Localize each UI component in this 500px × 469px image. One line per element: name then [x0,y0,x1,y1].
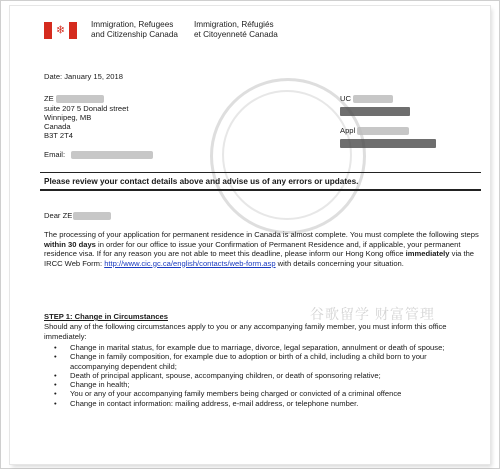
address-line-3: Canada [44,122,71,131]
list-item: • Change in marital status, for example due to marriage, divorce, legal separation, annulment or death of spouse; [54,343,445,352]
list-item: • You or any of your accompanying family members being charged or convicted of a criminal offence [54,389,402,399]
list-item: • Death of principal applicant, spouse, accompanying children, or death of sponsoring relative; [54,370,381,380]
divider-top [40,172,481,173]
address-line-1: suite 207 5 Donald street [44,104,129,113]
salutation: Dear ZE [44,211,111,220]
list-item: • Change in family composition, for example due to adoption or birth of a child, including a child born to your accompanying dependent child; [54,352,427,371]
email-line: Email: [44,150,153,159]
letter-date: Date: January 15, 2018 [44,72,123,81]
step1-title: STEP 1: Change in Circumstances [44,312,168,321]
recipient-name: ZE [44,94,104,103]
circumstances-list [44,343,474,408]
web-form-link[interactable]: http://www.cic.gc.ca/english/contacts/web-form.asp [104,258,276,268]
watermark-text: 谷歌留学 财富管理 [310,306,435,322]
watermark-seal-inner [222,90,352,220]
address-line-2: Winnipeg, MB [44,113,92,122]
review-notice: Please review your contact details above and advise us of any errors or updates. [44,177,359,186]
uci-label: UC [340,94,393,103]
list-item: • Change in contact information: mailing address, e-mail address, or telephone number. [54,398,359,408]
department-name-french: Immigration, Réfugiés et Citoyenneté Canada [194,20,278,39]
letter-page [10,6,490,464]
list-item: • Change in health; [54,380,130,390]
canada-flag-icon: ❄ [44,22,77,39]
body-paragraph: The processing of your application for permanent residence in Canada is almost complete. You must complete the following steps within 30 days in order for our office to issue your Confirmation of Permanent Residence and, if applicable, your permanent residence visa. If for any reason you are not able to meet this deadline, please inform our Hong Kong office immediately via the IRCC Web Form: http://www.cic.gc.ca/english/contacts/web-form.asp with details concerning your situation. [44,230,479,268]
divider-bottom [40,189,481,191]
step1-intro: Should any of the following circumstances apply to you or any accompanying family member, you must inform this office immediately: [44,322,447,341]
uci-barcode [340,106,410,116]
application-label: Appl [340,126,409,135]
address-line-4: B3T 2T4 [44,131,73,140]
application-barcode [340,138,436,148]
department-name-english: Immigration, Refugees and Citizenship Canada [91,20,178,39]
letterhead [44,18,304,48]
